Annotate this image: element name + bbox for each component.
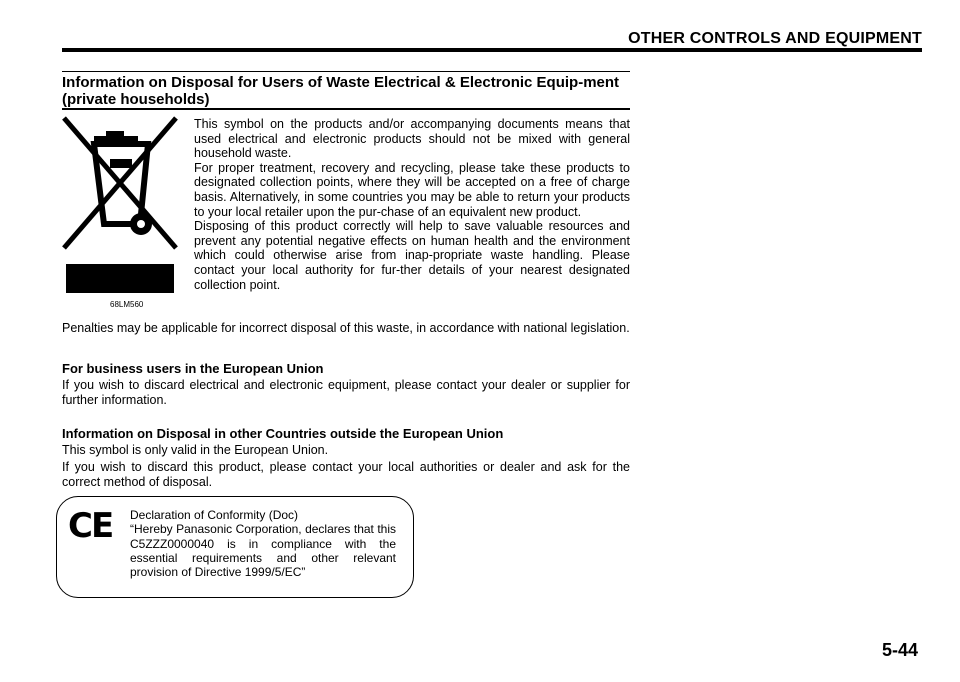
crossed-out-wheeled-bin-icon — [58, 114, 184, 254]
business-users-text: If you wish to discard electrical and electronic equipment, please contact your dealer or supplier for further information. — [62, 378, 630, 407]
declaration-text: “Hereby Panasonic Corporation, declares that this C5ZZZ0000040 is in compliance with the essential requirements and other relevant provision of Directive 1999/5/EC” — [130, 522, 396, 580]
paragraph-proper-treatment: For proper treatment, recovery and recycling, please take these products to designated collection points, where they will be accepted on a free of charge basis. Alternatively, in some countries you may be able to return your products to your local retailer upon the pur-chase of an equivalent new product. — [194, 160, 630, 219]
running-header-title: OTHER CONTROLS AND EQUIPMENT — [628, 30, 922, 47]
section-title-bottom-rule — [62, 108, 630, 110]
figure-id: 68LM560 — [110, 300, 144, 309]
paragraph-symbol-meaning: This symbol on the products and/or accompanying documents means that used electrical and electronic products should not be mixed with general household waste. — [194, 117, 630, 161]
black-bar-symbol — [66, 264, 174, 293]
section-title: Information on Disposal for Users of Waste Electrical & Electronic Equip-ment (private households) — [62, 74, 620, 108]
page-number: 5-44 — [881, 640, 918, 660]
header-divider — [62, 48, 922, 52]
outside-eu-text-2: If you wish to discard this product, please contact your local authorities or dealer and ask for the correct method of disposal. — [62, 460, 630, 489]
outside-eu-text-1: This symbol is only valid in the European Union. — [62, 443, 329, 457]
ce-mark-icon: CE — [68, 506, 113, 546]
section-title-top-rule — [62, 71, 630, 72]
wrap-text-block — [194, 117, 630, 292]
paragraph-penalties: Penalties may be applicable for incorrect disposal of this waste, in accordance with national legislation. — [62, 321, 630, 335]
outside-eu-heading: Information on Disposal in other Countries outside the European Union — [62, 426, 504, 441]
business-users-heading: For business users in the European Union — [62, 361, 324, 376]
declaration-text-block — [130, 508, 396, 579]
declaration-title: Declaration of Conformity (Doc) — [130, 508, 299, 522]
paragraph-correct-disposal: Disposing of this product correctly will help to save valuable resources and prevent any potential negative effects on human health and the environment which could otherwise arise from inap-propriate waste handling. Please contact your local authority for fur-ther details of your nearest designated collection point. — [194, 219, 630, 292]
